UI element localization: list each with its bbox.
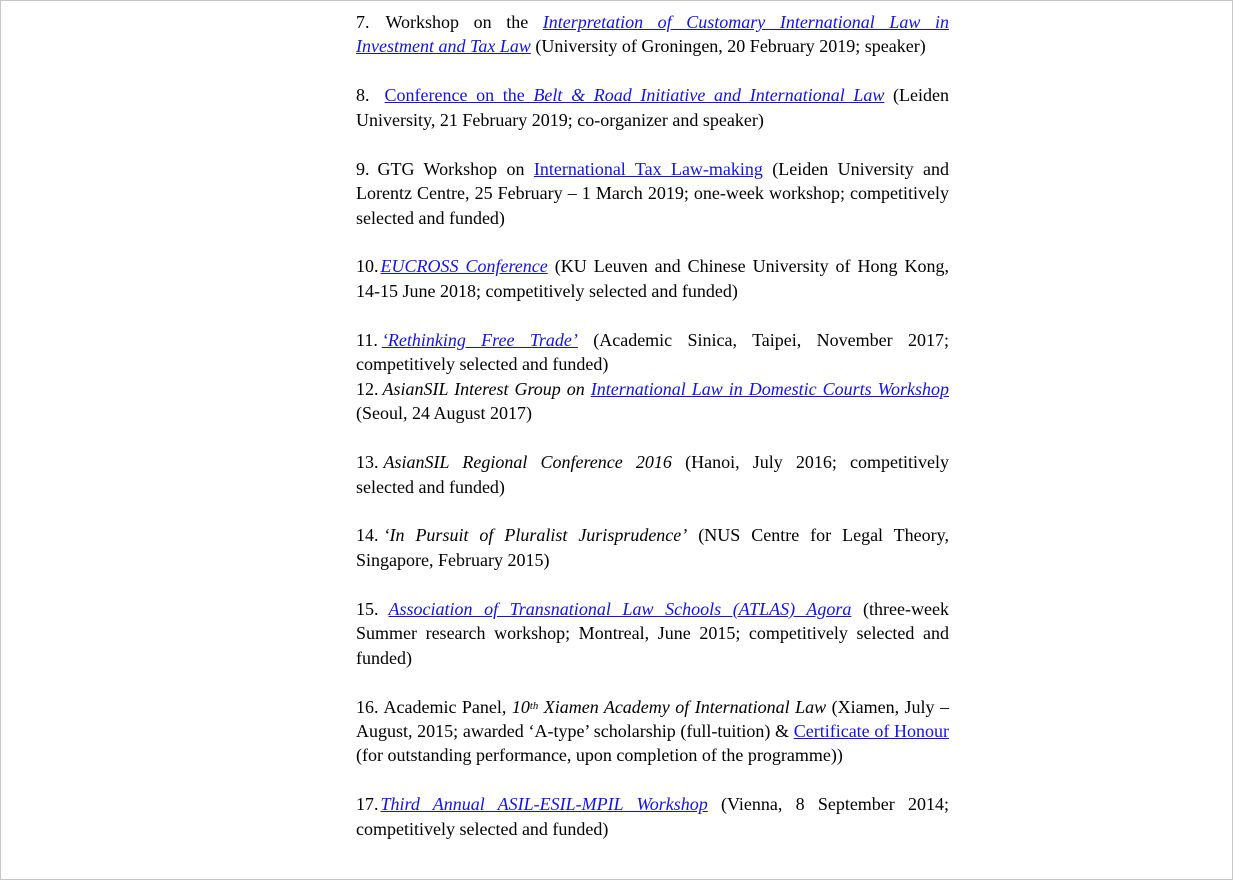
text-run: GTG Workshop on xyxy=(377,158,534,179)
hyperlink[interactable]: Certificate of Honour xyxy=(793,721,949,742)
number-gap xyxy=(370,100,385,101)
list-item xyxy=(356,597,949,670)
hyperlink[interactable]: EUCROSS Conference xyxy=(380,256,548,277)
text-run: th xyxy=(529,699,539,712)
text-run: (Seoul, 24 August 2017) xyxy=(356,403,533,424)
list-item xyxy=(356,83,949,132)
list-item xyxy=(356,523,949,572)
item-number: 8. xyxy=(356,85,370,106)
hyperlink[interactable]: International Tax Law-making xyxy=(533,158,763,179)
hyperlink[interactable]: International Law in Domestic Courts Workshop xyxy=(590,378,949,399)
text-run: (three-week Summer research workshop; Montreal, June 2015; competitively selected and funded) xyxy=(356,598,949,668)
item-number: 9. xyxy=(356,158,370,179)
list-item xyxy=(356,377,949,426)
item-number: 11. xyxy=(356,329,378,350)
item-number: 14. xyxy=(356,525,379,546)
text-run: (Xiamen, July – August, 2015; awarded ‘A-type’ scholarship (full-tuition) & xyxy=(356,696,949,742)
list-item xyxy=(356,328,949,377)
item-number: 16. xyxy=(356,696,379,717)
text-run: (University of Groningen, 20 February 2019; speaker) xyxy=(530,36,926,57)
text-run: (Leiden University, 21 February 2019; co-organizer and speaker) xyxy=(356,85,950,130)
text-run: (Academic Sinica, Taipei, November 2017; competitively selected and funded) xyxy=(356,329,949,375)
number-gap xyxy=(370,174,378,175)
text-run: (for outstanding performance, upon completion of the programme)) xyxy=(356,745,843,766)
hyperlink[interactable]: Third Annual ASIL-ESIL-MPIL Workshop xyxy=(380,794,708,815)
text-run: (NUS Centre for Legal Theory, Singapore, February 2015) xyxy=(356,525,949,570)
item-number: 15. xyxy=(356,598,379,619)
item-number: 7. xyxy=(356,12,370,32)
document-content xyxy=(356,10,949,841)
text-run: AsianSIL Regional Conference 2016 xyxy=(383,452,672,473)
list-item xyxy=(356,10,949,59)
item-number: 17. xyxy=(356,794,379,815)
text-run: (Vienna, 8 September 2014; competitively selected and funded) xyxy=(356,794,949,839)
text-run: ‘In Pursuit of Pluralist Jurisprudence’ xyxy=(383,525,688,546)
hyperlink[interactable]: Belt & Road Initiative and International Law xyxy=(533,85,885,106)
item-number: 13. xyxy=(356,452,379,473)
item-number: 10. xyxy=(356,256,379,277)
text-run: Academic Panel, xyxy=(383,696,512,717)
text-run: (Leiden University and Lorentz Centre, 25 February – 1 March 2019; one-week workshop; competitively selected and funded) xyxy=(356,158,949,228)
number-gap xyxy=(370,27,386,28)
presentations-list xyxy=(356,10,949,841)
list-item xyxy=(356,450,949,499)
hyperlink[interactable]: Interpretation of Customary International Law in Investment and Tax Law xyxy=(356,12,949,57)
text-run: AsianSIL Interest Group on xyxy=(382,378,591,399)
list-item xyxy=(356,695,949,768)
hyperlink[interactable]: ‘Rethinking Free Trade’ xyxy=(381,329,578,350)
hyperlink[interactable]: Association of Transnational Law Schools (ATLAS) Agora xyxy=(388,598,852,619)
text-run: (Hanoi, July 2016; competitively selected and funded) xyxy=(356,452,950,497)
number-gap xyxy=(379,614,389,615)
list-item xyxy=(356,254,949,303)
list-item xyxy=(356,157,949,230)
text-run: 10 xyxy=(511,696,530,717)
item-number: 12. xyxy=(356,378,379,399)
hyperlink[interactable]: Conference on the xyxy=(384,85,534,106)
text-run: Xiamen Academy of International Law xyxy=(538,696,827,717)
list-item xyxy=(356,792,949,841)
text-run: Workshop on the xyxy=(385,12,543,32)
text-run: (KU Leuven and Chinese University of Hong Kong, 14-15 June 2018; competitively selected and funded) xyxy=(356,256,950,301)
